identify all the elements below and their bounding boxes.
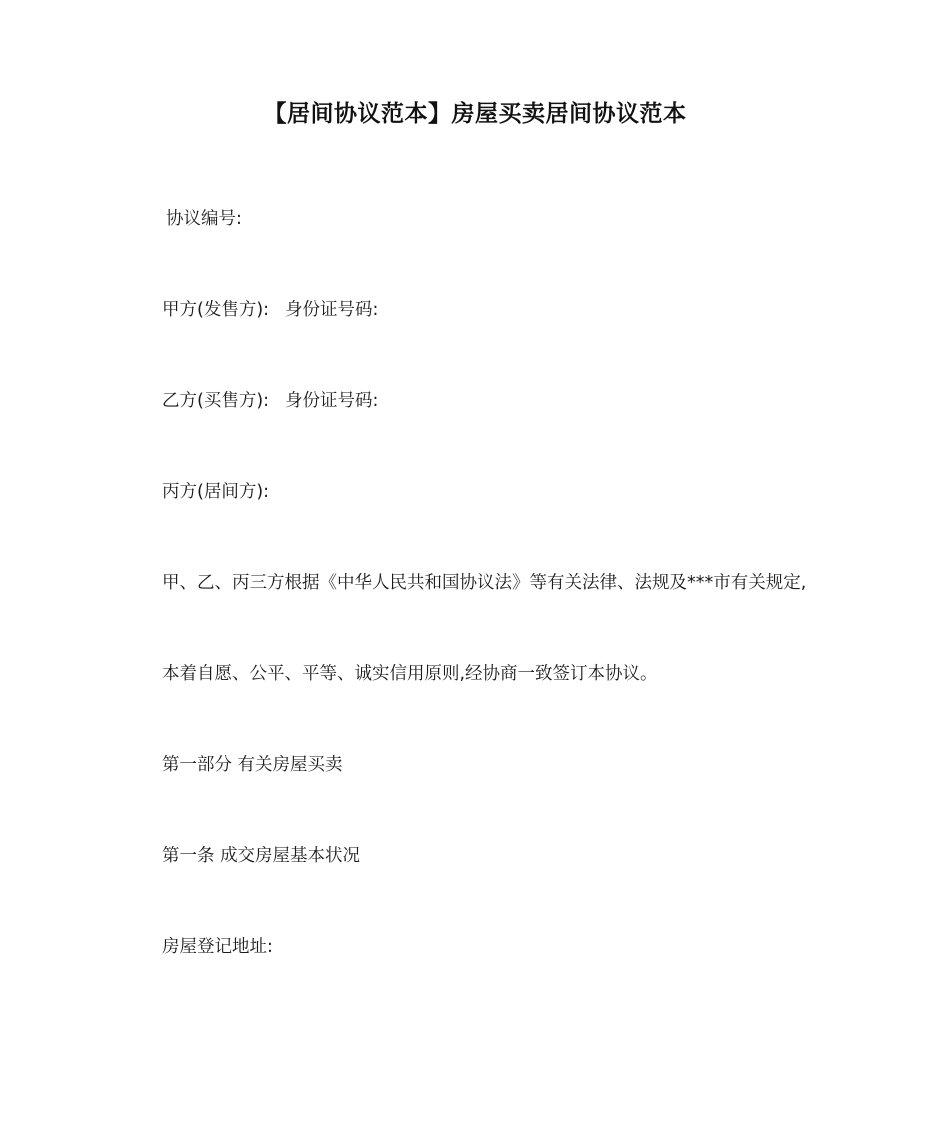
party-b-label: 乙方(买售方): (162, 391, 270, 411)
preamble-paragraph-1: 甲、乙、丙三方根据《中华人民共和国协议法》等有关法律、法规及***市有关规定, (162, 573, 807, 593)
party-c-line (162, 480, 269, 504)
party-c-label: 丙方(居间方): (162, 482, 270, 502)
party-a-label: 甲方(发售方): (162, 300, 270, 320)
party-a-line (162, 298, 378, 322)
document-title: 【居间协议范本】房屋买卖居间协议范本 (263, 101, 687, 127)
house-address-label: 房屋登记地址: (162, 937, 273, 957)
party-a-id-label: 身份证号码: (285, 300, 379, 320)
article-one-heading: 第一条 成交房屋基本状况 (162, 846, 361, 866)
party-b-id-label: 身份证号码: (285, 391, 379, 411)
agreement-number-label: 协议编号: (166, 209, 242, 229)
part-one-heading: 第一部分 有关房屋买卖 (162, 755, 343, 775)
agreement-number-line (166, 207, 242, 231)
preamble-paragraph-2: 本着自愿、公平、平等、诚实信用原则,经协商一致签订本协议。 (162, 664, 658, 684)
party-b-line (162, 389, 378, 413)
